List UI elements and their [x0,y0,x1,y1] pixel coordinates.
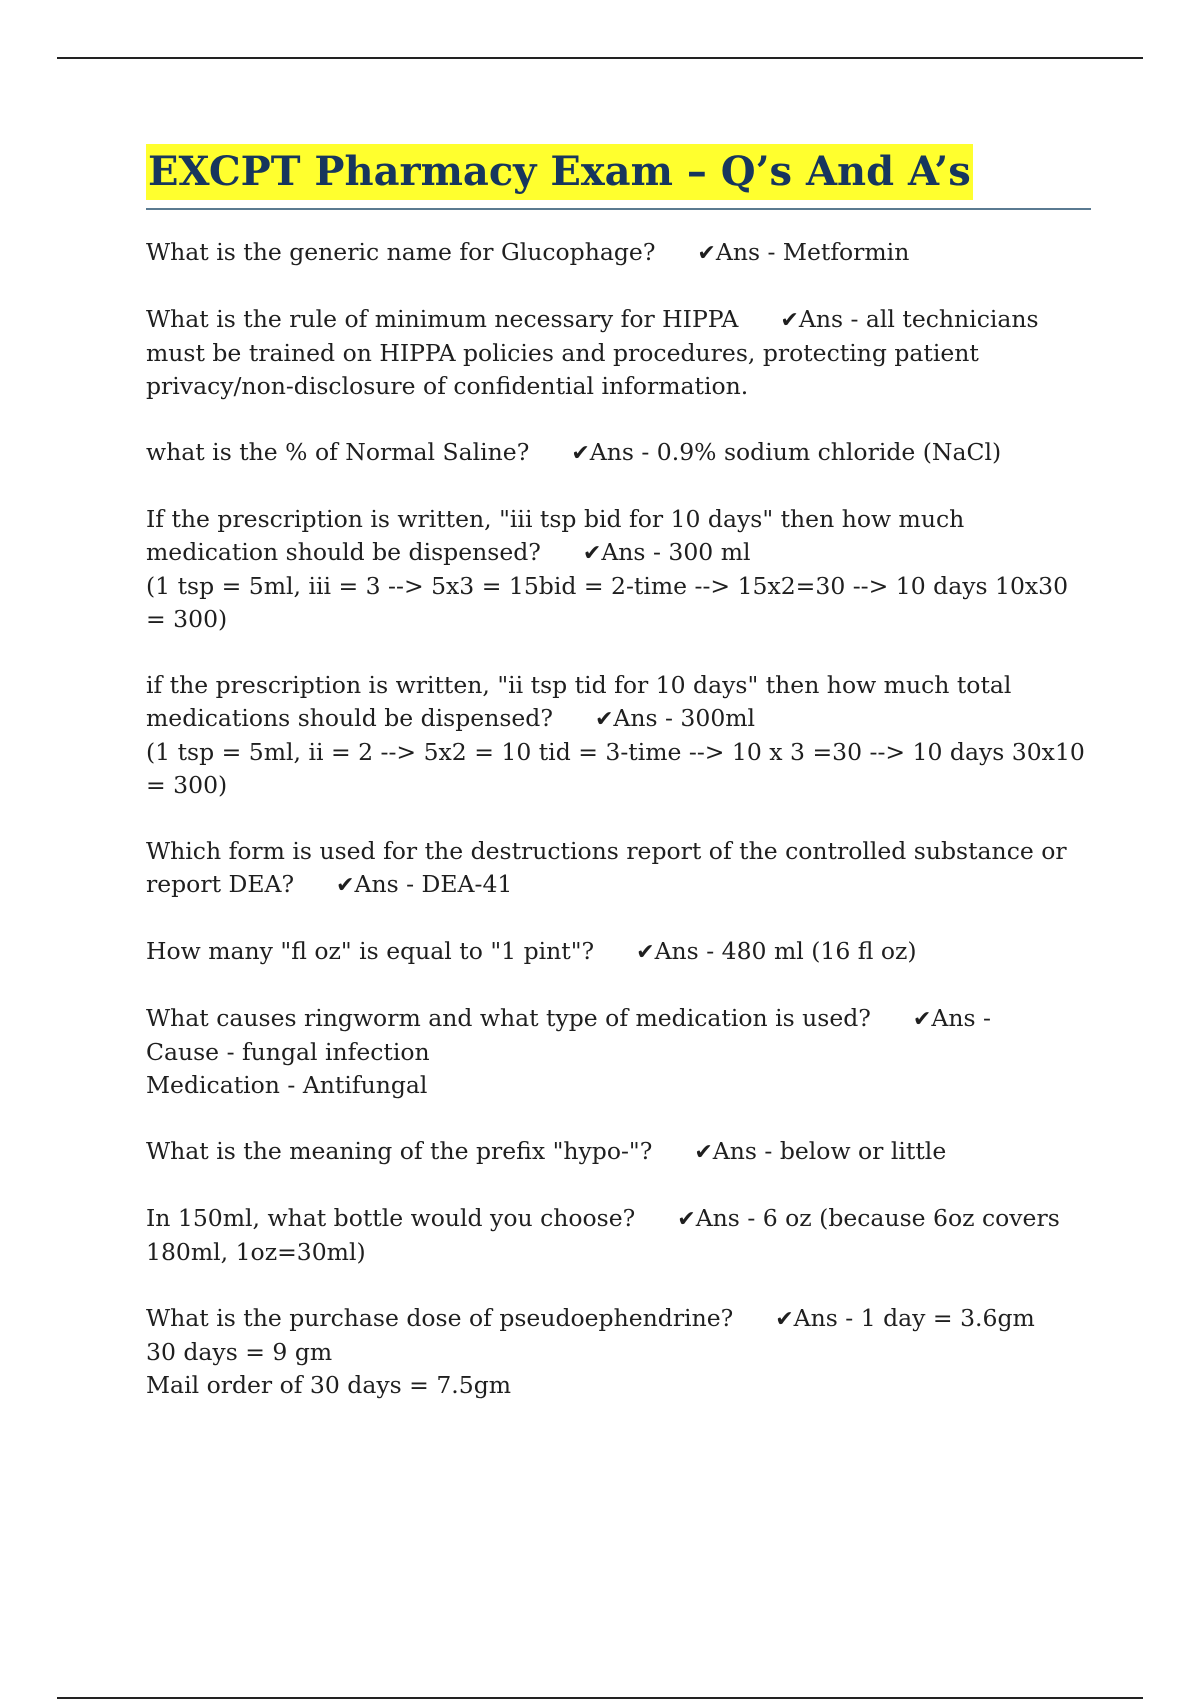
qa-item [146,303,1091,403]
checkmark-icon: ✔ [571,441,590,466]
qa-list [146,236,1091,1402]
checkmark-icon: ✔ [775,1307,794,1332]
answer-detail-line: Medication - Antifungal [146,1071,428,1099]
answer-text: Ans - 300 ml [601,538,751,566]
checkmark-icon: ✔ [697,241,716,266]
answer-detail-line: 30 days = 9 gm [146,1338,333,1366]
answer-text: Ans - 480 ml (16 fl oz) [654,937,917,965]
qa-item [146,236,1091,270]
answer-text: Ans - [931,1004,991,1032]
qa-item [146,436,1091,470]
footer-rule [57,1697,1143,1699]
qa-item [146,1135,1091,1169]
answer-detail-line: Mail order of 30 days = 7.5gm [146,1371,512,1399]
qa-item [146,669,1091,802]
answer-text: Ans - Metformin [715,238,910,266]
question-text: if the prescription is written, "ii tsp tid for 10 days" then how much total medications should be dispensed? [146,671,1012,732]
qa-item [146,1002,1091,1102]
answer-text: Ans - 6 oz (because 6oz covers 180ml, 1oz=30ml) [146,1204,1060,1266]
qa-item [146,1202,1091,1269]
question-text: What is the generic name for Glucophage? [146,238,656,266]
checkmark-icon: ✔ [582,541,602,566]
question-text: What is the purchase dose of pseudoephendrine? [146,1304,734,1332]
header-rule [57,57,1143,59]
answer-text: Ans - 300ml [613,704,756,732]
document-body [146,144,1091,1435]
answer-text: Ans - all technicians must be trained on HIPPA policies and procedures, protecting patient privacy/non-disclosure of confidential information. [146,305,1039,400]
answer-detail-line: (1 tsp = 5ml, iii = 3 --> 5x3 = 15bid = 2-time --> 15x2=30 --> 10 days 10x30 = 300) [146,572,1069,633]
title-block [146,144,1091,210]
answer-text: Ans - below or little [712,1137,947,1165]
question-text: What causes ringworm and what type of medication is used? [146,1004,871,1032]
question-text: what is the % of Normal Saline? [146,438,530,466]
qa-item [146,1302,1091,1402]
answer-detail-line: (1 tsp = 5ml, ii = 2 --> 5x2 = 10 tid = 3-time --> 10 x 3 =30 --> 10 days 30x10 = 300) [146,738,1085,799]
qa-item [146,835,1091,902]
answer-text: Ans - 1 day = 3.6gm [793,1304,1035,1332]
answer-text: Ans - 0.9% sodium chloride (NaCl) [589,438,1002,466]
checkmark-icon: ✔ [336,873,355,898]
checkmark-icon: ✔ [677,1207,696,1232]
answer-text: Ans - DEA-41 [354,870,513,898]
question-text: What is the meaning of the prefix "hypo-"? [146,1137,653,1165]
question-text: How many "fl oz" is equal to "1 pint"? [146,937,595,965]
answer-detail-line: Cause - fungal infection [146,1038,430,1066]
question-text: If the prescription is written, "iii tsp bid for 10 days" then how much medication should be dispensed? [146,505,965,566]
question-text: What is the rule of minimum necessary for HIPPA [146,305,739,333]
qa-item [146,935,1091,969]
checkmark-icon: ✔ [594,707,614,732]
question-text: Which form is used for the destructions report of the controlled substance or report DEA? [146,837,1067,898]
checkmark-icon: ✔ [780,308,799,333]
checkmark-icon: ✔ [694,1140,713,1165]
checkmark-icon: ✔ [636,940,655,965]
question-text: In 150ml, what bottle would you choose? [146,1204,636,1232]
checkmark-icon: ✔ [912,1007,932,1032]
document-title: EXCPT Pharmacy Exam – Q’s And A’s [146,144,973,200]
qa-item [146,503,1091,636]
